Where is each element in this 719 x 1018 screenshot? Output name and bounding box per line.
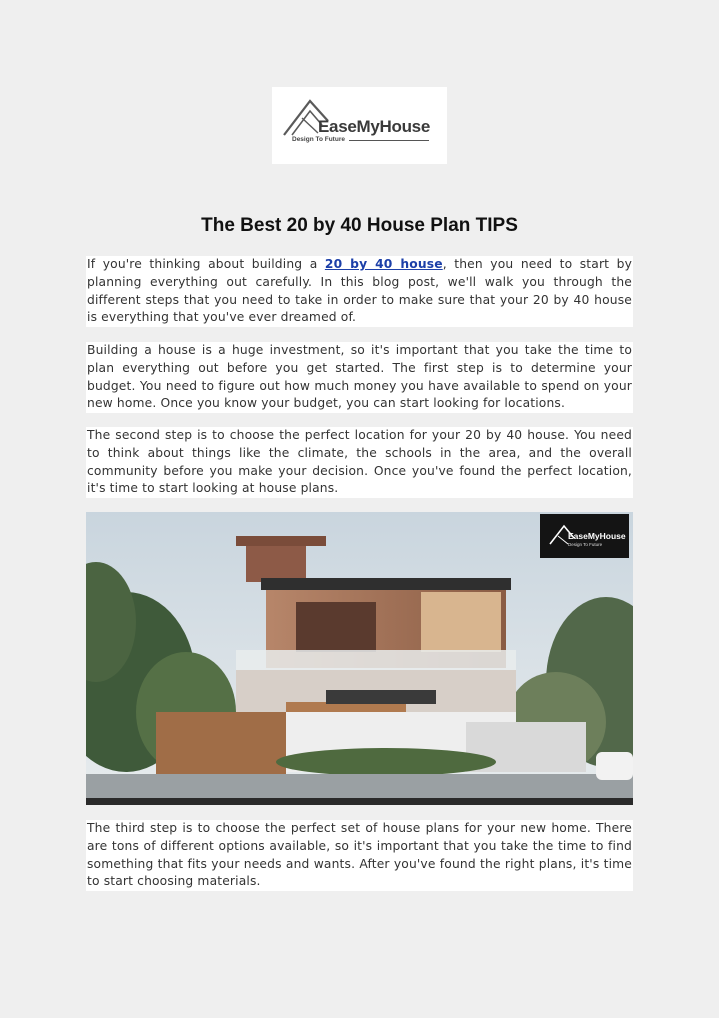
logo-underline — [349, 140, 429, 141]
article-title: The Best 20 by 40 House Plan TIPS — [201, 215, 518, 236]
logo-tagline: Design To Future — [292, 136, 345, 143]
intro-paragraph-block — [86, 256, 633, 327]
budget-paragraph: Building a house is a huge investment, so it's important that you take the time to plan everything out before you get started. The first step is to determine your budget. You need to figure out how much money you have available to spend on your new home. Once you know your budget, you can start looking for locations. — [87, 343, 632, 411]
logo-wordmark: EaseMyHouse — [318, 117, 430, 136]
photo-logo-wordmark: EaseMyHouse — [568, 531, 626, 541]
brand-logo — [272, 87, 447, 164]
location-paragraph: The second step is to choose the perfect location for your 20 by 40 house. You need to think about things like the climate, the schools in the area, and the overall community before you make your decision. Once you've found the perfect location, it's time to start looking at house plans. — [87, 428, 632, 496]
location-paragraph-block — [86, 427, 633, 498]
intro-paragraph — [86, 256, 633, 327]
photo-watermark-logo — [540, 514, 629, 558]
intro-text-end: , then you need to start by planning everything out carefully. In this blog post, we'll walk you through the different steps that you need to take in order to make sure that your 20 by 40 house is everything that you've ever dreamed of. — [87, 257, 632, 325]
plans-paragraph-block — [86, 820, 633, 891]
plans-paragraph: The third step is to choose the perfect set of house plans for your new home. There are tons of different options available, so it's important that you take the time to find something that fits your needs and wants. After you've found the right plans, it's time to start choosing materials. — [87, 821, 632, 889]
house-link[interactable]: 20 by 40 house — [324, 257, 443, 271]
house-photo — [86, 512, 633, 805]
budget-paragraph-block — [86, 342, 633, 413]
photo-logo-tagline: Design To Future — [568, 542, 603, 547]
intro-text-start: If you're thinking about building a — [87, 257, 325, 271]
